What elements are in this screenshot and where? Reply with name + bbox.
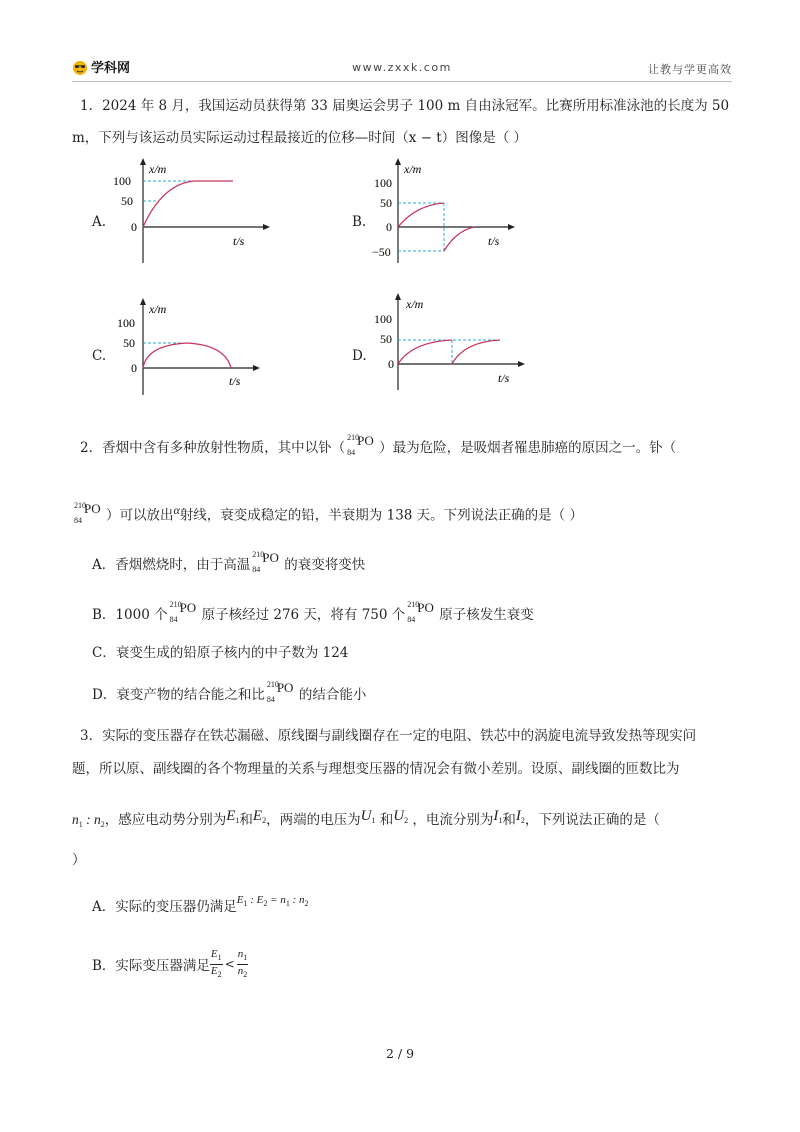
- q2-text-part: 2．香烟中含有多种放射性物质，其中以钋（: [80, 440, 346, 456]
- graph-c-ylabel: x/m: [149, 302, 167, 316]
- po-isotope: 210 84 PO: [266, 680, 294, 704]
- graph-c-xlabel: t/s: [229, 374, 241, 388]
- q2-option-b-text: 原子核发生衰变: [439, 607, 534, 623]
- graph-a-xlabel: t/s: [233, 234, 245, 248]
- graph-b-ylabel: x/m: [404, 162, 422, 176]
- q2-option-a-text: A．香烟燃烧时，由于高温: [92, 557, 251, 573]
- graph-b-xlabel: t/s: [488, 234, 500, 248]
- q3-stem-line1: 3．实际的变压器存在铁芯漏磁、原线圈与副线圈存在一定的电阻、铁芯中的涡旋电流导致发热等现实问: [80, 728, 697, 744]
- graph-a-tick-0: 0: [131, 220, 137, 234]
- q1-option-d-label: D.: [352, 348, 367, 364]
- emf-inequality: $\frac{E_1}{E_2}$ < $\frac{n_1}{n_2}$: [210, 948, 248, 979]
- q3-option-a[interactable]: [92, 890, 308, 917]
- q2-text-part: ）最为危险，是吸烟者罹患肺癌的原因之一。钋（: [379, 440, 677, 456]
- q2-option-b[interactable]: [92, 600, 534, 625]
- q3-option-b-text: B．实际变压器满足: [92, 958, 210, 974]
- q1-graph-b: [360, 155, 530, 265]
- graph-a-ylabel: x/m: [149, 162, 167, 176]
- q2-text-part: 射线，衰变成稳定的铅，半衰期为 138 天。下列说法正确的是（ ）: [179, 507, 583, 524]
- graph-a-tick-100: 100: [113, 174, 131, 188]
- turns-ratio: $n_1$ : $n_2$: [72, 812, 105, 829]
- q2-option-b-text: B．1000 个: [92, 607, 168, 623]
- q1-stem-line2: m，下列与该运动员实际运动过程最接近的位移—时间（x − t）图像是（ ）: [72, 130, 528, 146]
- po-isotope: 210 84 PO: [74, 500, 101, 525]
- page-number: 2 / 9: [385, 1046, 415, 1061]
- graph-a-tick-50: 50: [121, 194, 133, 208]
- q1-stem-line1: 1．2024 年 8 月，我国运动员获得第 33 届奥运会男子 100 m 自由泳冠军。比赛所用标准泳池的长度为 50: [80, 98, 730, 114]
- q2-option-a[interactable]: [92, 550, 366, 575]
- graph-c-tick-0: 0: [131, 361, 137, 375]
- graph-d-tick-50: 50: [380, 332, 392, 346]
- q3-option-a-text: A．实际的变压器仍满足: [92, 899, 237, 915]
- site-url[interactable]: www.zxxk.com: [352, 61, 452, 74]
- slogan: 让教与学更高效: [648, 63, 732, 76]
- q3-stem-line2: 题，所以原、副线圈的各个物理量的关系与理想变压器的情况会有微小差别。设原、副线圈的匝数比为: [72, 761, 680, 777]
- q2-option-d[interactable]: [92, 680, 367, 705]
- logo-text: 学科网: [91, 61, 131, 76]
- po-isotope: 210 84 PO: [347, 433, 374, 457]
- q2-option-d-text: D．衰变产物的结合能之和比: [92, 687, 265, 703]
- graph-b-tick-50: 50: [380, 196, 392, 210]
- graph-b-tick-neg50: −50: [372, 245, 391, 259]
- q2-stem-line2: [72, 500, 583, 526]
- q3-option-b[interactable]: [92, 948, 248, 981]
- q1-option-c-label: C.: [92, 348, 107, 364]
- q2-option-d-text: 的结合能小: [298, 687, 367, 703]
- q2-option-c[interactable]: C．衰变生成的铅原子核内的中子数为 124: [92, 645, 349, 661]
- graph-d-tick-100: 100: [374, 312, 392, 326]
- graph-d-ylabel: x/m: [406, 297, 424, 311]
- po-isotope: 210 84 PO: [407, 600, 434, 624]
- q1-option-b-label: B.: [352, 214, 367, 230]
- q1-graph-d: [360, 290, 530, 400]
- q2-option-a-text: 的衰变将变快: [284, 557, 366, 573]
- q2-stem-line1: [80, 433, 677, 458]
- q1-graph-c: [105, 295, 275, 405]
- q3-stem-line4: ）: [72, 852, 86, 868]
- page-header: [72, 55, 732, 82]
- po-isotope: 210 84 PO: [252, 550, 279, 574]
- graph-c-tick-100: 100: [117, 316, 135, 330]
- q1-option-a-label: A.: [92, 214, 107, 230]
- alpha-symbol: α: [173, 503, 180, 517]
- q2-option-b-text: 原子核经过 276 天，将有 750 个: [201, 607, 406, 623]
- po-isotope: 210 84 PO: [169, 600, 197, 624]
- graph-d-tick-0: 0: [388, 357, 394, 371]
- graph-d-xlabel: t/s: [498, 371, 510, 385]
- emf-ratio-equation: E1 : E2 = n1 : n2: [236, 894, 309, 908]
- graph-b-tick-0: 0: [386, 220, 392, 234]
- graph-c-tick-50: 50: [123, 336, 135, 350]
- graph-b-tick-100: 100: [374, 176, 392, 190]
- q2-text-part: ）可以放出: [106, 507, 174, 524]
- q1-graph-a: [105, 155, 275, 265]
- q3-stem-line3: $n_1$ : $n_2$，感应电动势分别为$E_1$和$E_2$，两端的电压为$U_1$ 和$U_2$ ，电流分别为$I_1$和$I_2$，下列说法正确的是（: [72, 808, 660, 829]
